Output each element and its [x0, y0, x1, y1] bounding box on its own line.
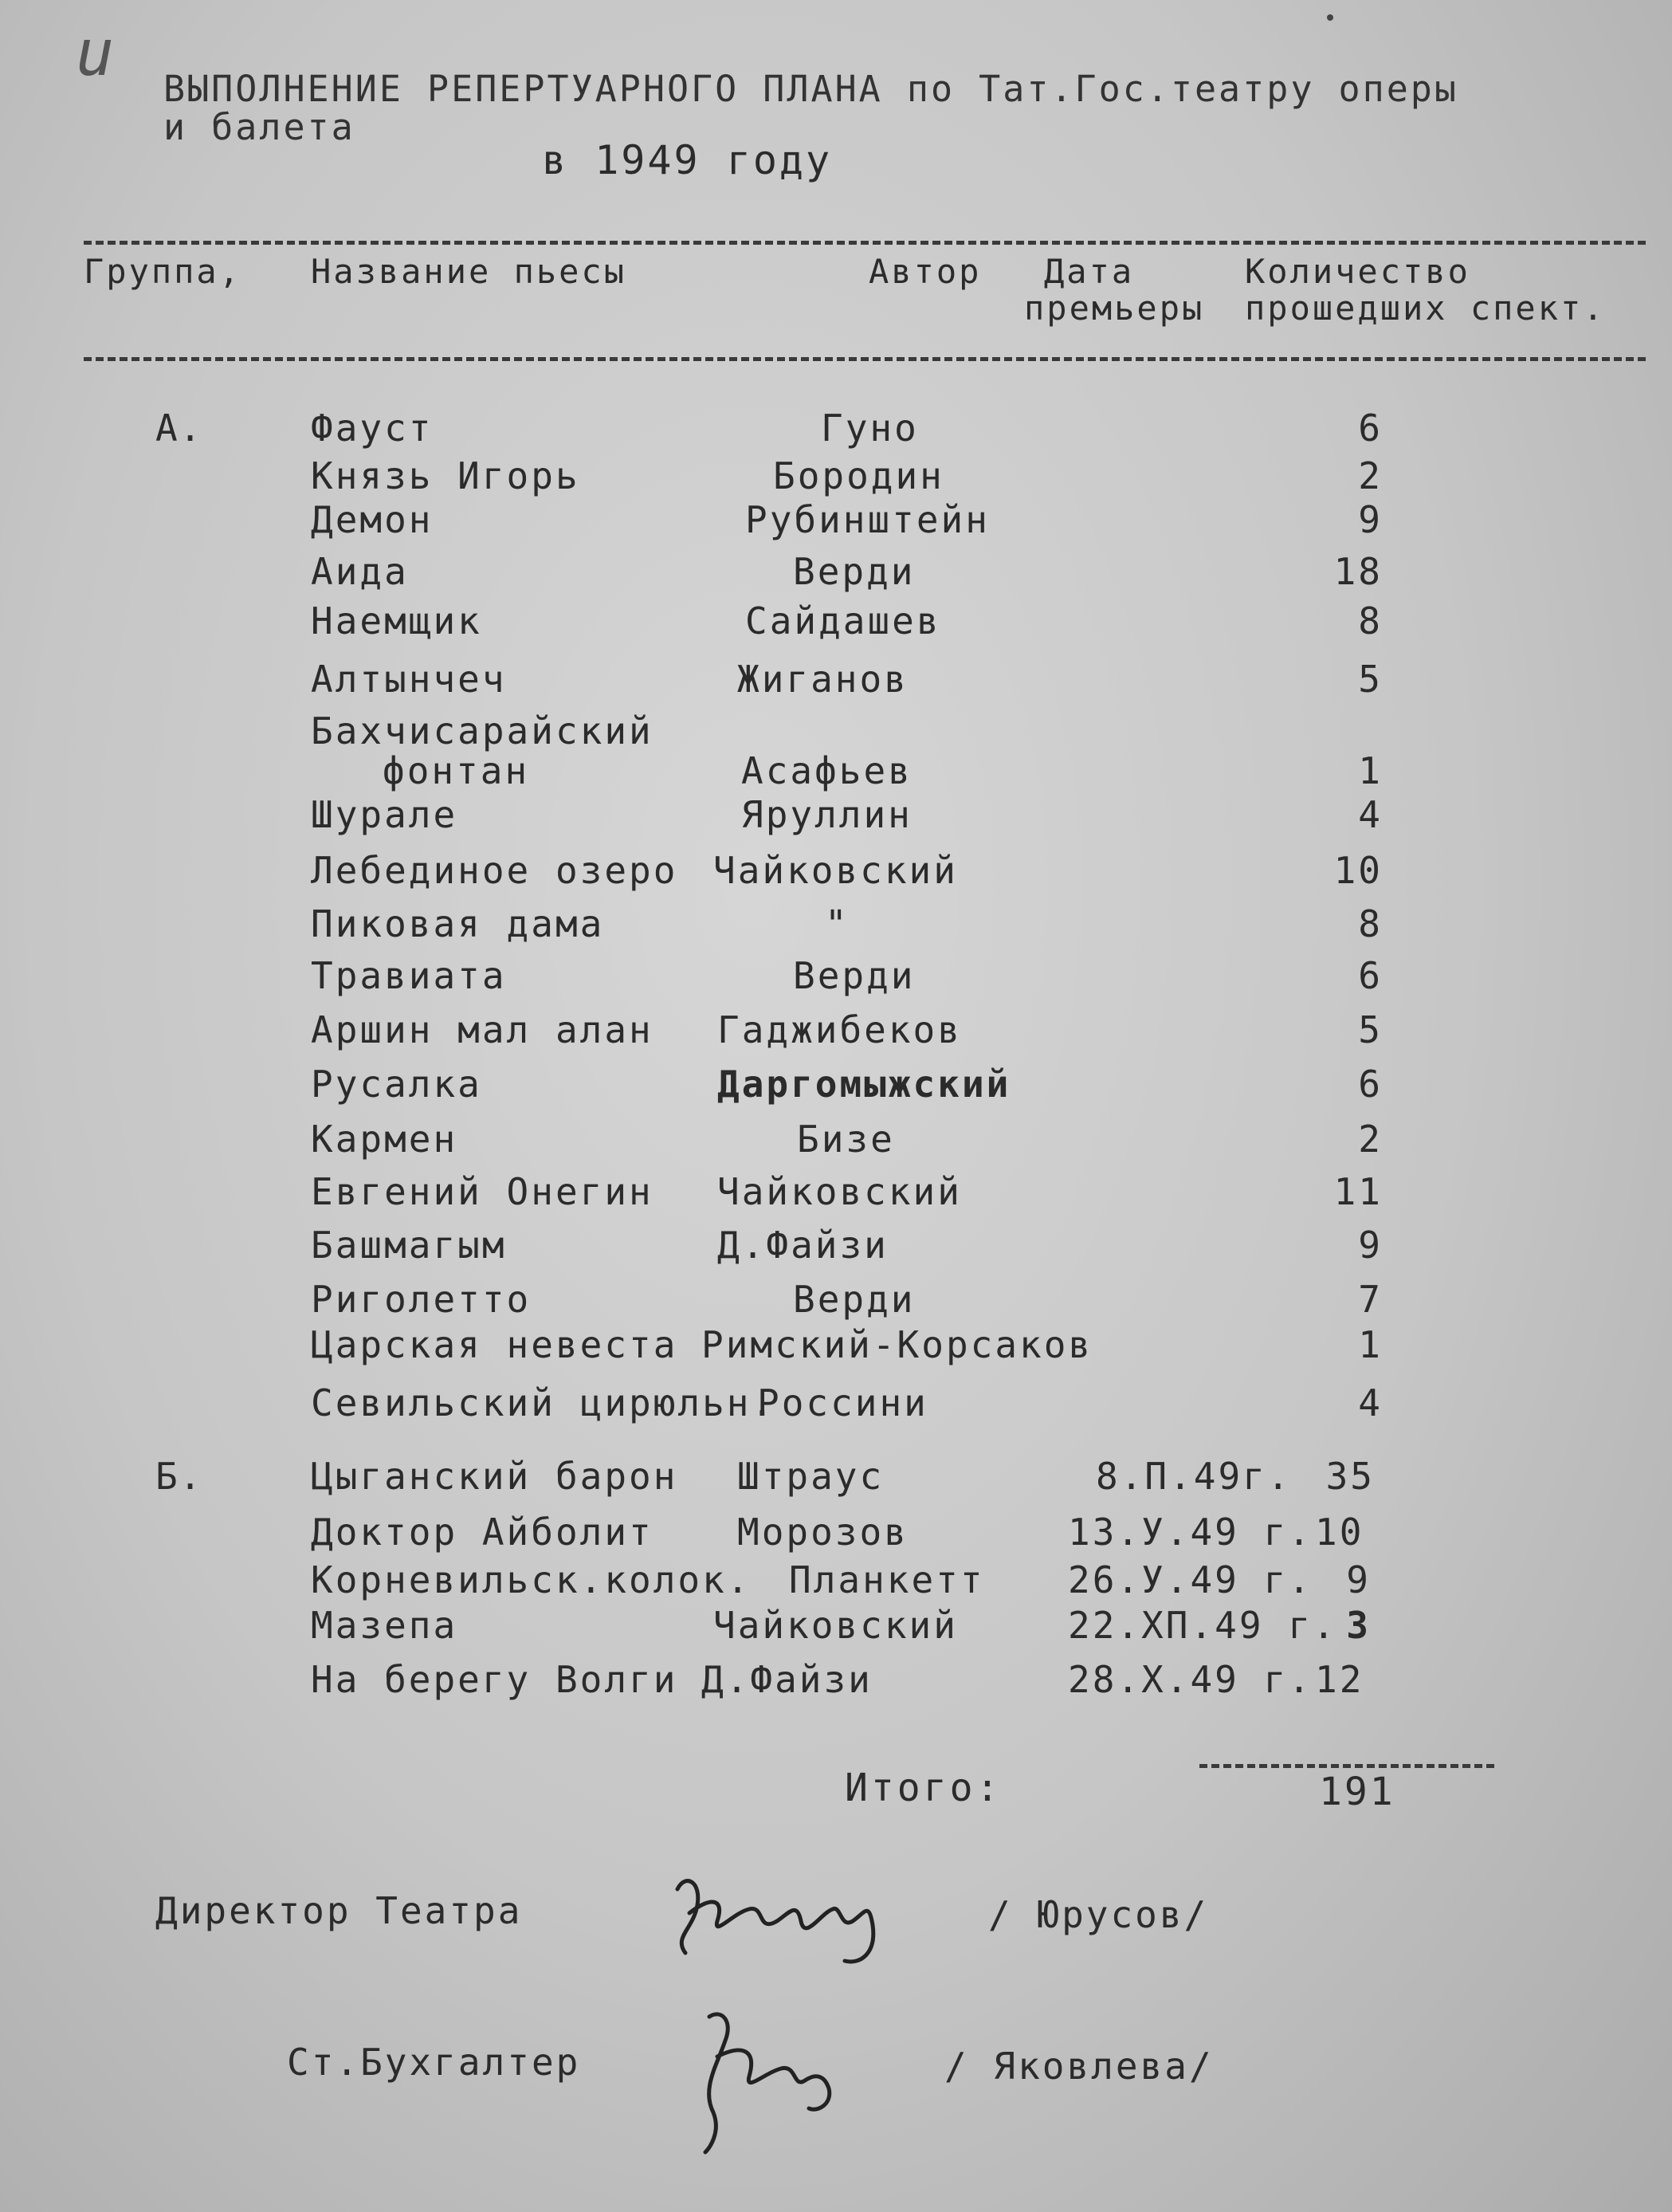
director-signature	[661, 1865, 948, 1977]
table-row	[0, 454, 1672, 502]
total-rule	[1199, 1764, 1494, 1768]
table-row	[0, 1118, 1672, 1165]
performance-count: 5	[1358, 658, 1383, 701]
play-title: На берегу Волги	[311, 1658, 678, 1701]
accountant-role: Ст.Бухгалтер	[287, 2041, 581, 2084]
director-name: / Юрусов/	[988, 1893, 1209, 1936]
play-author: Рубинштейн	[745, 498, 990, 541]
premiere-date: 26.У.49 г.	[1068, 1558, 1313, 1601]
performance-count: 18	[1333, 550, 1383, 593]
table-row	[0, 1558, 1672, 1606]
table-row	[0, 1278, 1672, 1326]
performance-count: 10	[1333, 849, 1383, 892]
accountant-name: / Яковлева/	[944, 2045, 1214, 2088]
play-author: Асафьев	[741, 749, 913, 792]
premiere-date: 13.У.49 г.	[1068, 1511, 1313, 1554]
table-row	[0, 749, 1672, 797]
table-row	[0, 902, 1672, 950]
table-row	[0, 954, 1672, 1002]
performance-count: 6	[1358, 1063, 1383, 1106]
play-author: Яруллин	[741, 793, 913, 836]
header-author: Автор	[869, 252, 982, 291]
performance-count: 9	[1346, 1558, 1371, 1601]
table-row	[0, 658, 1672, 705]
play-title: Царская невеста	[311, 1323, 678, 1366]
play-author: Россини	[757, 1381, 928, 1424]
header-count-line1: Количество	[1245, 252, 1470, 291]
performance-count: 35	[1325, 1455, 1375, 1498]
performance-count: 2	[1358, 454, 1383, 497]
performance-count: 4	[1358, 793, 1383, 836]
play-author: Чайковский	[713, 1604, 958, 1647]
play-author: Д.Файзи	[701, 1658, 873, 1701]
performance-count: 6	[1358, 954, 1383, 997]
table-row	[0, 1323, 1672, 1371]
play-title: Фауст	[311, 407, 434, 450]
header-premiere-line1: Дата	[1044, 252, 1135, 291]
table-row	[0, 498, 1672, 546]
header-bottom-rule	[84, 357, 1646, 361]
play-author: Жиганов	[737, 658, 909, 701]
header-count	[1245, 253, 1606, 327]
performance-count: 2	[1358, 1118, 1383, 1161]
table-row	[0, 1381, 1672, 1429]
play-title: Наемщик	[311, 599, 482, 642]
performance-count: 7	[1358, 1278, 1383, 1321]
play-title: Корневильск.колок.	[311, 1558, 752, 1601]
play-title-line1: Бахчисарайский	[311, 709, 653, 752]
play-title: Евгений Онегин	[311, 1170, 653, 1213]
play-author: Д.Файзи	[717, 1224, 889, 1267]
header-group: Группа,	[84, 252, 242, 291]
document-title	[163, 70, 1458, 147]
performance-count: 12	[1315, 1658, 1364, 1701]
table-row	[0, 1604, 1672, 1652]
play-author: Даргомыжский	[717, 1063, 1011, 1106]
play-title: Доктор Айболит	[311, 1511, 653, 1554]
play-author-ditto: "	[825, 902, 850, 945]
table-row	[0, 1008, 1672, 1056]
play-author: Морозов	[737, 1511, 909, 1554]
play-title: Мазепа	[311, 1604, 458, 1647]
performance-count: 1	[1358, 1323, 1383, 1366]
play-author: Бизе	[797, 1118, 895, 1161]
title-line-1: ВЫПОЛНЕНИЕ РЕПЕРТУАРНОГО ПЛАНА по Тат.Гос.театру оперы	[163, 68, 1458, 110]
play-title: фонтан	[383, 749, 530, 792]
table-row	[0, 407, 1672, 454]
performance-count: 1	[1358, 749, 1383, 792]
play-author: Римский-Корсаков	[701, 1323, 1093, 1366]
play-title: Лебединое озеро	[311, 849, 678, 892]
play-author: Планкетт	[789, 1558, 985, 1601]
play-author: Верди	[793, 550, 916, 593]
performance-count: 3	[1346, 1604, 1371, 1647]
header-count-line2: прошедших спект.	[1245, 289, 1606, 328]
title-line-2: и балета	[163, 106, 355, 148]
premiere-date: 28.Х.49 г.	[1068, 1658, 1313, 1701]
performance-count: 4	[1358, 1381, 1383, 1424]
header-premiere	[1024, 253, 1204, 327]
table-row	[0, 1224, 1672, 1271]
performance-count: 9	[1358, 498, 1383, 541]
table-row	[0, 1170, 1672, 1218]
table-row	[0, 550, 1672, 598]
play-author: Бородин	[773, 454, 944, 497]
play-author: Штраус	[737, 1455, 885, 1498]
play-title: Аршин мал алан	[311, 1008, 653, 1051]
play-title: Кармен	[311, 1118, 458, 1161]
play-title: Князь Игорь	[311, 454, 580, 497]
performance-count: 11	[1333, 1170, 1383, 1213]
total-label: Итого:	[845, 1766, 1003, 1810]
corner-mark: u	[76, 16, 115, 90]
play-author: Верди	[793, 954, 916, 997]
table-row	[0, 1658, 1672, 1706]
performance-count: 8	[1358, 902, 1383, 945]
table-row	[0, 1063, 1672, 1110]
table-row	[0, 1455, 1672, 1503]
ink-dot	[1327, 14, 1333, 21]
play-title: Шурале	[311, 793, 458, 836]
group-a-label: А.	[155, 407, 203, 450]
play-author: Чайковский	[713, 849, 958, 892]
play-title: Башмагым	[311, 1224, 507, 1267]
table-row	[0, 1511, 1672, 1558]
play-title: Демон	[311, 498, 434, 541]
play-title: Русалка	[311, 1063, 482, 1106]
play-author: Чайковский	[717, 1170, 962, 1213]
group-b-label: Б.	[155, 1455, 203, 1498]
premiere-date: 22.ХП.49 г.	[1068, 1604, 1337, 1647]
performance-count: 10	[1315, 1511, 1364, 1554]
table-row	[0, 599, 1672, 647]
premiere-date: 8.П.49г.	[1096, 1455, 1292, 1498]
performance-count: 9	[1358, 1224, 1383, 1267]
play-title: Цыганский барон	[311, 1455, 678, 1498]
performance-count: 5	[1358, 1008, 1383, 1051]
header-premiere-line2: премьеры	[1024, 289, 1205, 328]
header-play: Название пьесы	[311, 252, 627, 291]
play-title: Риголетто	[311, 1278, 532, 1321]
play-title: Севильский цирюльн.	[311, 1381, 776, 1424]
play-author: Сайдашев	[745, 599, 941, 642]
play-title: Алтынчеч	[311, 658, 507, 701]
play-author: Гуно	[821, 407, 919, 450]
play-title: Аида	[311, 550, 409, 593]
table-row	[0, 849, 1672, 897]
play-author: Верди	[793, 1278, 916, 1321]
total-value: 191	[1319, 1770, 1395, 1814]
performance-count: 6	[1358, 407, 1383, 450]
play-title: Травиата	[311, 954, 507, 997]
play-title: Пиковая дама	[311, 902, 605, 945]
year-line: в 1949 году	[542, 137, 833, 183]
performance-count: 8	[1358, 599, 1383, 642]
director-role: Директор Театра	[155, 1889, 523, 1932]
play-author: Гаджибеков	[717, 1008, 962, 1051]
accountant-signature	[677, 2001, 861, 2160]
table-row	[0, 793, 1672, 841]
header-top-rule	[84, 241, 1646, 245]
